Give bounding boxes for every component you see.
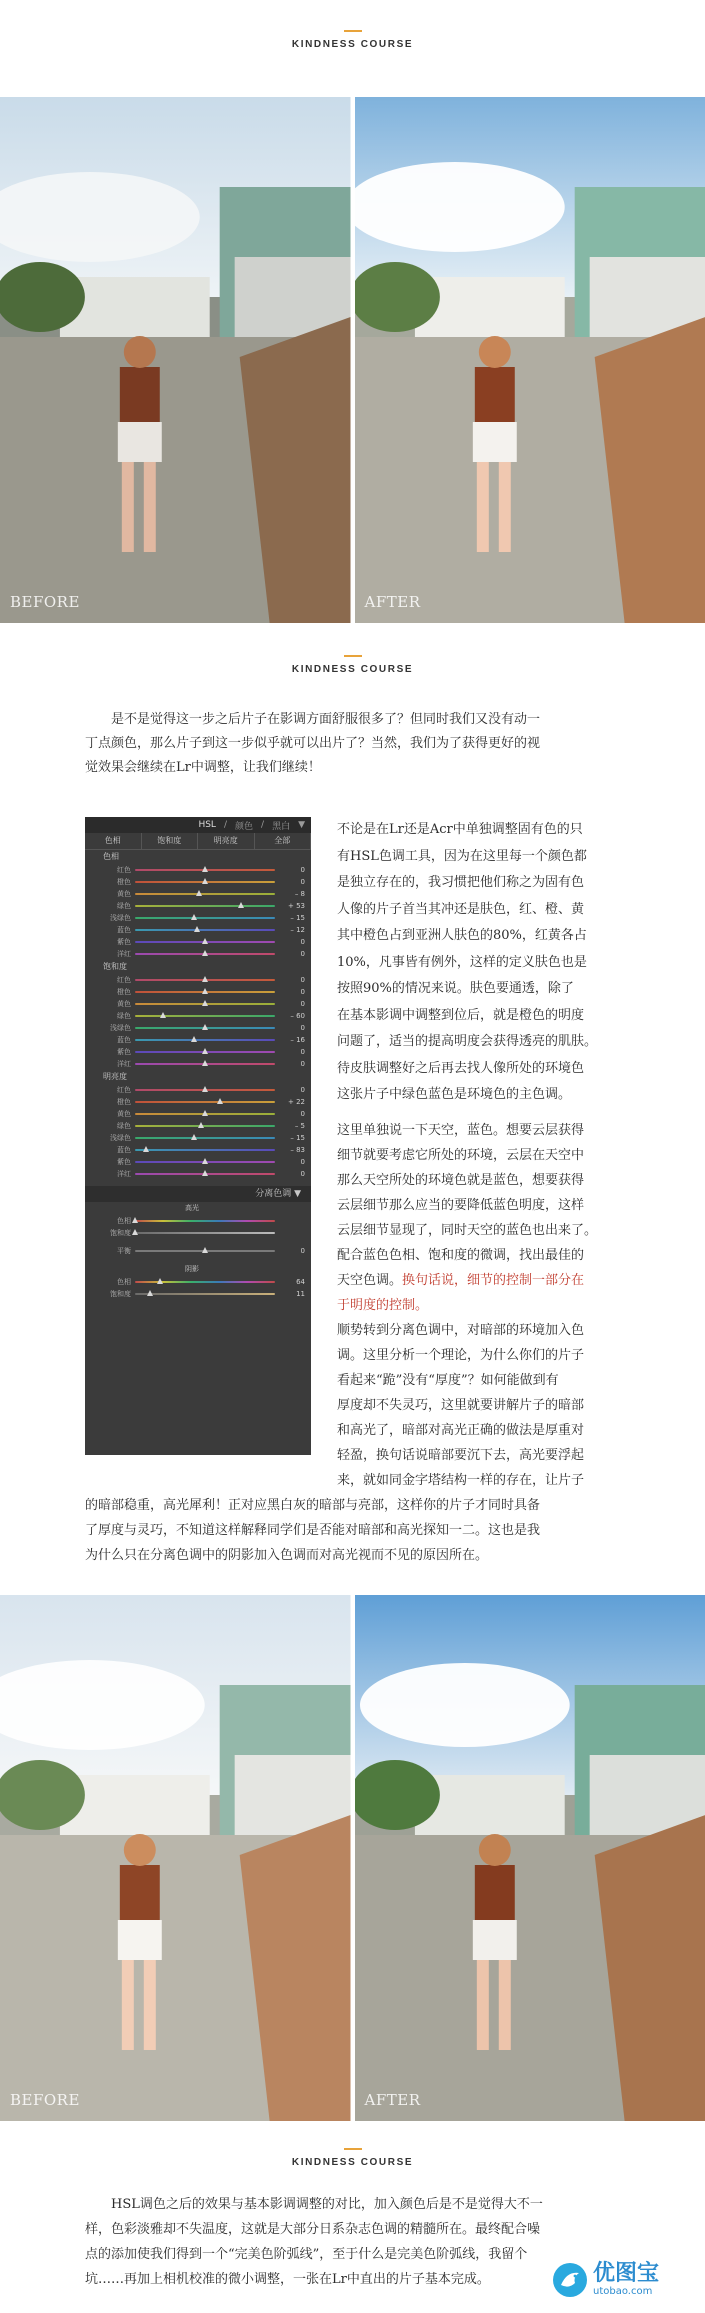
slider-label: 绿色 (117, 1122, 131, 1130)
slider-label: 饱和度 (110, 1229, 131, 1237)
text-line: 细节就要考虑它所处的环境，云层在天空中 (337, 1148, 585, 1163)
slider-knob[interactable] (202, 1158, 208, 1164)
watermark-logo (553, 2262, 659, 2297)
slider-value: 0 (300, 866, 305, 874)
slider-row (85, 876, 311, 888)
sky-paragraph (337, 1118, 637, 1318)
slider-value: – 12 (290, 926, 305, 934)
slider-row (85, 1144, 311, 1156)
shadow-title: 阴影 (185, 1265, 199, 1273)
collapse-icon[interactable]: ▼ (298, 820, 305, 830)
text-line: 有HSL色调工具，因为在这里每一个颜色都 (337, 848, 587, 864)
slider-knob[interactable] (191, 914, 197, 920)
slider-track[interactable] (135, 1232, 275, 1234)
bw-tab[interactable]: 黑白 (272, 821, 291, 832)
text-fragment: 天空色调。 (337, 1273, 403, 1288)
slider-knob[interactable] (202, 1024, 208, 1030)
slider-knob[interactable] (202, 950, 208, 956)
highlight-title: 高光 (185, 1204, 199, 1212)
text-line: 问题了，适当的提高明度会获得透亮的肌肤。 (337, 1034, 598, 1049)
text-line: 待皮肤调整好之后再去找人像所处的环境色 (337, 1060, 585, 1076)
text-line: 了厚度与灵巧，不知道这样解释同学们是否能对暗部和高光探知一二。这也是我 (85, 1523, 541, 1538)
slider-value: 0 (300, 950, 305, 958)
slider-value: 0 (300, 1158, 305, 1166)
hsl-panel (85, 817, 311, 1455)
slider-knob[interactable] (191, 1134, 197, 1140)
text-line: 10%，凡事皆有例外，这样的定义肤色也是 (337, 954, 587, 970)
slider-track[interactable] (135, 1039, 275, 1041)
slider-knob[interactable] (143, 1146, 149, 1152)
slider-value: 0 (300, 1060, 305, 1068)
slider-label: 浅绿色 (110, 914, 131, 922)
text-line: 是不是觉得这一步之后片子在影调方面舒服很多了？但同时我们又没有动一 (111, 712, 541, 727)
slider-track[interactable] (135, 1101, 275, 1103)
text-line: 其中橙色占到亚洲人肤色的80%，红黄各占 (337, 928, 587, 943)
slider-track[interactable] (135, 869, 275, 871)
split-toning-header: 分离色调 ▼ (85, 1186, 311, 1202)
slider-track[interactable] (135, 917, 275, 919)
slider-track[interactable] (135, 953, 275, 955)
section-header-1 (0, 30, 705, 50)
slider-track[interactable] (135, 1113, 275, 1115)
slider-knob[interactable] (202, 1000, 208, 1006)
slider-row (85, 1276, 311, 1288)
logo-url: utobao.com (593, 2286, 653, 2297)
slider-value: 0 (300, 1048, 305, 1056)
slider-track[interactable] (135, 929, 275, 931)
slider-knob[interactable] (196, 890, 202, 896)
slider-label: 蓝色 (117, 926, 131, 934)
hsl-panel-header (85, 817, 311, 833)
text-line: 来，就如同金字塔结构一样的存在，让片子 (337, 1473, 585, 1488)
slider-value: 0 (300, 878, 305, 886)
slider-track[interactable] (135, 905, 275, 907)
text-line: 不论是在Lr还是Acr中单独调整固有色的只 (337, 822, 583, 837)
text-line: 是独立存在的，我习惯把他们称之为固有色 (337, 875, 585, 890)
slider-row (85, 974, 311, 986)
slider-knob[interactable] (202, 1170, 208, 1176)
split-toning-paragraph (337, 1318, 637, 1493)
slider-row (85, 948, 311, 960)
accent-bar (344, 30, 362, 32)
section-header-3 (0, 2148, 705, 2168)
slider-track[interactable] (135, 1003, 275, 1005)
highlight-rows (85, 1215, 311, 1239)
slider-knob[interactable] (198, 1122, 204, 1128)
slider-row (85, 864, 311, 876)
slider-knob[interactable] (191, 1036, 197, 1042)
tab-saturation[interactable]: 饱和度 (142, 833, 199, 849)
slider-value: 0 (300, 1170, 305, 1178)
slider-knob[interactable] (160, 1012, 166, 1018)
text-line: 这张片子中绿色蓝色是环境色的主色调。 (337, 1087, 572, 1102)
slider-label: 饱和度 (110, 1290, 131, 1298)
slider-label: 洋红 (117, 1170, 131, 1178)
intro-paragraph (85, 708, 625, 780)
text-line: 厚度却不失灵巧，这里就要讲解片子的暗部 (337, 1398, 585, 1413)
slider-row (85, 1108, 311, 1120)
text-line: 为什么只在分离色调中的阴影加入色调而对高光视而不见的原因所在。 (85, 1548, 489, 1563)
section-title: KINDNESS COURSE (291, 664, 414, 675)
slider-track[interactable] (135, 1137, 275, 1139)
slider-row (85, 1096, 311, 1108)
slider-row (85, 1046, 311, 1058)
slider-track[interactable] (135, 1125, 275, 1127)
text-line: 轻盈，换句话说暗部要沉下去，高光要浮起 (337, 1448, 585, 1463)
slider-label: 红色 (117, 1086, 131, 1094)
slider-knob[interactable] (132, 1217, 138, 1223)
slider-group-title: 明亮度 (103, 1072, 127, 1081)
slider-knob[interactable] (132, 1229, 138, 1235)
slider-track[interactable] (135, 1051, 275, 1053)
after-photo (355, 97, 705, 623)
tab-all[interactable]: 全部 (255, 833, 312, 849)
photo-image (355, 1595, 705, 2121)
slider-row (85, 936, 311, 948)
slider-knob[interactable] (202, 988, 208, 994)
split-toning-paragraph-cont (85, 1493, 630, 1568)
slider-value: – 5 (294, 1122, 305, 1130)
slider-row (85, 1227, 311, 1239)
slider-track[interactable] (135, 1281, 275, 1283)
before-photo (0, 1595, 351, 2121)
before-after-photos-bottom (0, 1595, 705, 2121)
slider-value: 0 (300, 976, 305, 984)
text-line: 云层细节显现了，同时天空的蓝色也出来了。 (337, 1223, 598, 1238)
slider-label: 绿色 (117, 902, 131, 910)
text-line: 按照90%的情况来说。肤色要通透，除了 (337, 981, 574, 996)
slider-knob[interactable] (217, 1098, 223, 1104)
slider-track[interactable] (135, 1173, 275, 1175)
conclusion-paragraph (85, 2192, 625, 2292)
slider-label: 红色 (117, 976, 131, 984)
slider-row (85, 998, 311, 1010)
slider-track[interactable] (135, 1089, 275, 1091)
hsl-groups (85, 850, 311, 1180)
slider-value: – 15 (290, 1134, 305, 1142)
balance-slider[interactable] (135, 1250, 275, 1252)
slider-label: 黄色 (117, 1000, 131, 1008)
before-caption: BEFORE (10, 2091, 80, 2109)
accent-bar (344, 655, 362, 657)
separator: / (261, 820, 265, 830)
section-title: KINDNESS COURSE (291, 39, 414, 50)
text-line: 丁点颜色，那么片子到这一步似乎就可以出片了？当然，我们为了获得更好的视 (85, 736, 541, 751)
shadow-rows (85, 1276, 311, 1300)
text-line: 点的添加使我们得到一个“完美色阶弧线”，至于什么是完美色阶弧线，我留个 (85, 2247, 528, 2262)
slider-value: 64 (296, 1278, 305, 1286)
text-line: 那么天空所处的环境色就是蓝色，想要获得 (337, 1173, 585, 1188)
slider-value: – 83 (290, 1146, 305, 1154)
text-line: 样，色彩淡雅却不失温度，这就是大部分日系杂志色调的精髓所在。最终配合噪 (85, 2222, 541, 2237)
logo-name: 优图宝 (593, 2261, 660, 2286)
photo-image (355, 97, 705, 623)
slider-label: 橙色 (117, 988, 131, 996)
slider-row (85, 1022, 311, 1034)
text-line: 配合蓝色色相、饱和度的微调，找出最佳的 (337, 1248, 585, 1263)
slider-value: – 15 (290, 914, 305, 922)
slider-row (85, 1058, 311, 1070)
text-line: 在基本影调中调整到位后，就是橙色的明度 (337, 1007, 585, 1023)
slider-knob[interactable] (157, 1278, 163, 1284)
slider-row (85, 1215, 311, 1227)
hsl-subtabs (85, 833, 311, 850)
slider-value: – 60 (290, 1012, 305, 1020)
slider-knob[interactable] (238, 902, 244, 908)
after-photo (355, 1595, 705, 2121)
balance-label: 平衡 (117, 1247, 131, 1255)
highlight-text: 于明度的控制。 (337, 1298, 429, 1313)
hsl-explanation (337, 817, 637, 1109)
slider-label: 紫色 (117, 1158, 131, 1166)
text-line: 云层细节那么应当的要降低蓝色明度，这样 (337, 1198, 585, 1213)
text-line: 的暗部稳重，高光犀利！正对应黑白灰的暗部与亮部，这样你的片子才同时具备 (85, 1498, 541, 1513)
slider-knob[interactable] (202, 866, 208, 872)
slider-knob[interactable] (194, 926, 200, 932)
slider-group-title: 饱和度 (103, 962, 127, 971)
slider-track[interactable] (135, 1220, 275, 1222)
slider-label: 黄色 (117, 890, 131, 898)
slider-label: 紫色 (117, 938, 131, 946)
text-line (337, 1268, 637, 1293)
slider-value: + 22 (288, 1098, 305, 1106)
slider-row (85, 1156, 311, 1168)
before-caption: BEFORE (10, 593, 80, 611)
slider-track[interactable] (135, 881, 275, 883)
text-line: 觉效果会继续在Lr中调整，让我们继续！ (85, 760, 321, 775)
text-line: 看起来“跪”没有“厚度”？如何能做到有 (337, 1373, 559, 1388)
slider-value: 0 (300, 938, 305, 946)
slider-track[interactable] (135, 1161, 275, 1163)
slider-row (85, 1010, 311, 1022)
tab-hue[interactable]: 色相 (85, 833, 142, 849)
slider-knob[interactable] (202, 1110, 208, 1116)
color-tab[interactable]: 颜色 (235, 821, 254, 832)
text-line: 顺势转到分离色调中，对暗部的环境加入色 (337, 1323, 585, 1338)
slider-label: 洋红 (117, 1060, 131, 1068)
section-header-2 (0, 655, 705, 675)
slider-track[interactable] (135, 991, 275, 993)
slider-label: 红色 (117, 866, 131, 874)
accent-bar (344, 2148, 362, 2150)
slider-knob[interactable] (202, 976, 208, 982)
text-line: 调。这里分析一个理论，为什么你们的片子 (337, 1348, 585, 1363)
slider-track[interactable] (135, 1293, 275, 1295)
photo-image (0, 97, 351, 623)
slider-label: 蓝色 (117, 1036, 131, 1044)
slider-row (85, 1288, 311, 1300)
balance-row (85, 1245, 311, 1257)
text-line: HSL调色之后的效果与基本影调调整的对比，加入颜色后是不是觉得大不一 (111, 2197, 543, 2212)
slider-track[interactable] (135, 893, 275, 895)
slider-label: 洋红 (117, 950, 131, 958)
after-caption: AFTER (364, 2091, 421, 2109)
slider-value: – 8 (294, 890, 305, 898)
slider-row (85, 1084, 311, 1096)
slider-value: – 16 (290, 1036, 305, 1044)
slider-knob[interactable] (202, 1048, 208, 1054)
slider-row (85, 1132, 311, 1144)
slider-label: 色相 (117, 1278, 131, 1286)
slider-knob[interactable] (202, 1247, 208, 1253)
slider-knob[interactable] (202, 1060, 208, 1066)
slider-value: 0 (300, 1024, 305, 1032)
slider-value: 0 (300, 1086, 305, 1094)
slider-track[interactable] (135, 979, 275, 981)
before-photo (0, 97, 351, 623)
slider-label: 橙色 (117, 1098, 131, 1106)
slider-knob[interactable] (147, 1290, 153, 1296)
slider-value: 0 (300, 1000, 305, 1008)
slider-group-title: 色相 (103, 852, 119, 861)
slider-label: 黄色 (117, 1110, 131, 1118)
slider-track[interactable] (135, 1149, 275, 1151)
slider-label: 浅绿色 (110, 1024, 131, 1032)
slider-label: 绿色 (117, 1012, 131, 1020)
after-caption: AFTER (364, 593, 421, 611)
slider-knob[interactable] (202, 938, 208, 944)
slider-row (85, 888, 311, 900)
text-line: 这里单独说一下天空，蓝色。想要云层获得 (337, 1123, 585, 1138)
slider-track[interactable] (135, 1027, 275, 1029)
slider-track[interactable] (135, 941, 275, 943)
hsl-tab[interactable]: HSL (198, 820, 216, 830)
slider-track[interactable] (135, 1015, 275, 1017)
slider-label: 橙色 (117, 878, 131, 886)
slider-label: 浅绿色 (110, 1134, 131, 1142)
slider-value: + 53 (288, 902, 305, 910)
slider-knob[interactable] (202, 878, 208, 884)
slider-row (85, 1120, 311, 1132)
separator: / (223, 820, 227, 830)
slider-value: 11 (296, 1290, 305, 1298)
text-line: 和高光了，暗部对高光正确的做法是厚重对 (337, 1423, 585, 1438)
highlight-text: 换句话说，细节的控制一部分在 (402, 1273, 585, 1288)
tab-luminance[interactable]: 明亮度 (198, 833, 255, 849)
slider-label: 紫色 (117, 1048, 131, 1056)
slider-row (85, 912, 311, 924)
section-title: KINDNESS COURSE (291, 2157, 414, 2168)
split-toning-title: 分离色调 (255, 1189, 292, 1199)
slider-knob[interactable] (202, 1086, 208, 1092)
bird-logo-icon (553, 2263, 587, 2297)
balance-value: 0 (300, 1247, 305, 1255)
slider-value: 0 (300, 988, 305, 996)
slider-row (85, 986, 311, 998)
slider-row (85, 924, 311, 936)
slider-value: 0 (300, 1110, 305, 1118)
before-after-photos-top (0, 97, 705, 623)
text-line: 人像的片子首当其冲还是肤色，红、橙、黄 (337, 901, 585, 917)
text-line: 坑……再加上相机校准的微小调整，一张在Lr中直出的片子基本完成。 (85, 2272, 490, 2287)
photo-image (0, 1595, 351, 2121)
slider-track[interactable] (135, 1063, 275, 1065)
slider-label: 蓝色 (117, 1146, 131, 1154)
slider-row (85, 1168, 311, 1180)
slider-row (85, 900, 311, 912)
slider-label: 色相 (117, 1217, 131, 1225)
slider-row (85, 1034, 311, 1046)
